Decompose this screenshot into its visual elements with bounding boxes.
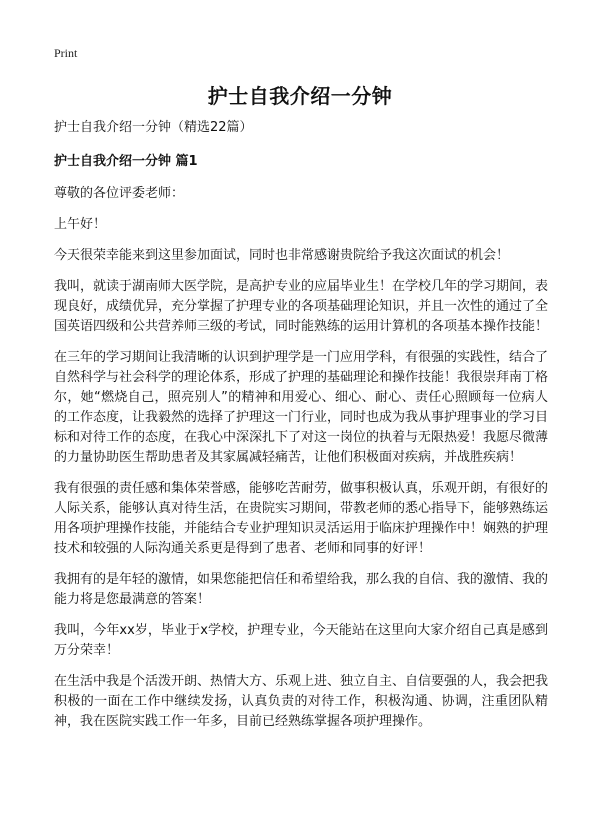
paragraph-thanks: 今天很荣幸能来到这里参加面试，同时也非常感谢贵院给予我这次面试的机会！ [54,248,510,263]
paragraph-intro: 我叫，今年xx岁，毕业于x学校，护理专业，今天能站在这里向大家介绍自己真是感到万分荣幸！ [54,623,548,658]
document-title: 护士自我介绍一分钟 [207,84,393,108]
print-label[interactable]: Print [54,46,78,60]
paragraph-greeting: 上午好！ [54,217,107,232]
paragraph-passion: 我拥有的是年轻的激情，如果您能把信任和希望给我，那么我的自信、我的激情、我的能力将是您最满意的答案！ [54,572,549,607]
paragraph-personality: 在生活中我是个活泼开朗、热情大方、乐观上进、独立自主、自信要强的人，我会把我积极的一面在工作中继续发扬，认真负责的对待工作，积极沟通、协调，注重团队精神，我在医院实践工作一年多，目前已经熟练掌握各项护理操作。 [54,674,549,729]
section-heading: 护士自我介绍一分钟 篇1 [54,154,198,169]
document-subtitle: 护士自我介绍一分钟（精选22篇） [54,120,253,135]
paragraph-salutation: 尊敬的各位评委老师： [54,186,185,201]
paragraph-responsibility: 我有很强的责任感和集体荣誉感，能够吃苦耐劳，做事积极认真，乐观开朗，有很好的人际关系，能够认真对待生活，在贵院实习期间，带教老师的悉心指导下，能够熟练运用各项护理操作技能，并能结合专业护理知识灵活运用于临床护理操作中！娴熟的护理技术和较强的人际沟通关系更是得到了患者、老师和同事的好评！ [54,481,549,556]
paragraph-education: 我叫，就读于湖南师大医学院，是高护专业的应届毕业生！在学校几年的学习期间，表现良好，成绩优异，充分掌握了护理专业的各项基础理论知识，并且一次性的通过了全国英语四级和公共营养师三级的考试，同时能熟练的运用计算机的各项基本操作技能！ [54,279,549,334]
document-body [54,118,548,743]
paragraph-nursing-study: 在三年的学习期间让我清晰的认识到护理学是一门应用学科，有很强的实践性，结合了自然科学与社会科学的理论体系，形成了护理的基础理论和操作技能！我很崇拜南丁格尔，她“燃烧自己，照亮别人”的精神和用爱心、细心、耐心、责任心照顾每一位病人的工作态度，让我毅然的选择了护理这一门行业，同时也成为我从事护理事业的学习目标和对待工作的态度，在我心中深深扎下了对这一岗位的执着与无限热爱！我愿尽微薄的力量协助医生帮助患者及其家属减轻痛苦，让他们积极面对疾病，并战胜疾病！ [54,350,549,465]
